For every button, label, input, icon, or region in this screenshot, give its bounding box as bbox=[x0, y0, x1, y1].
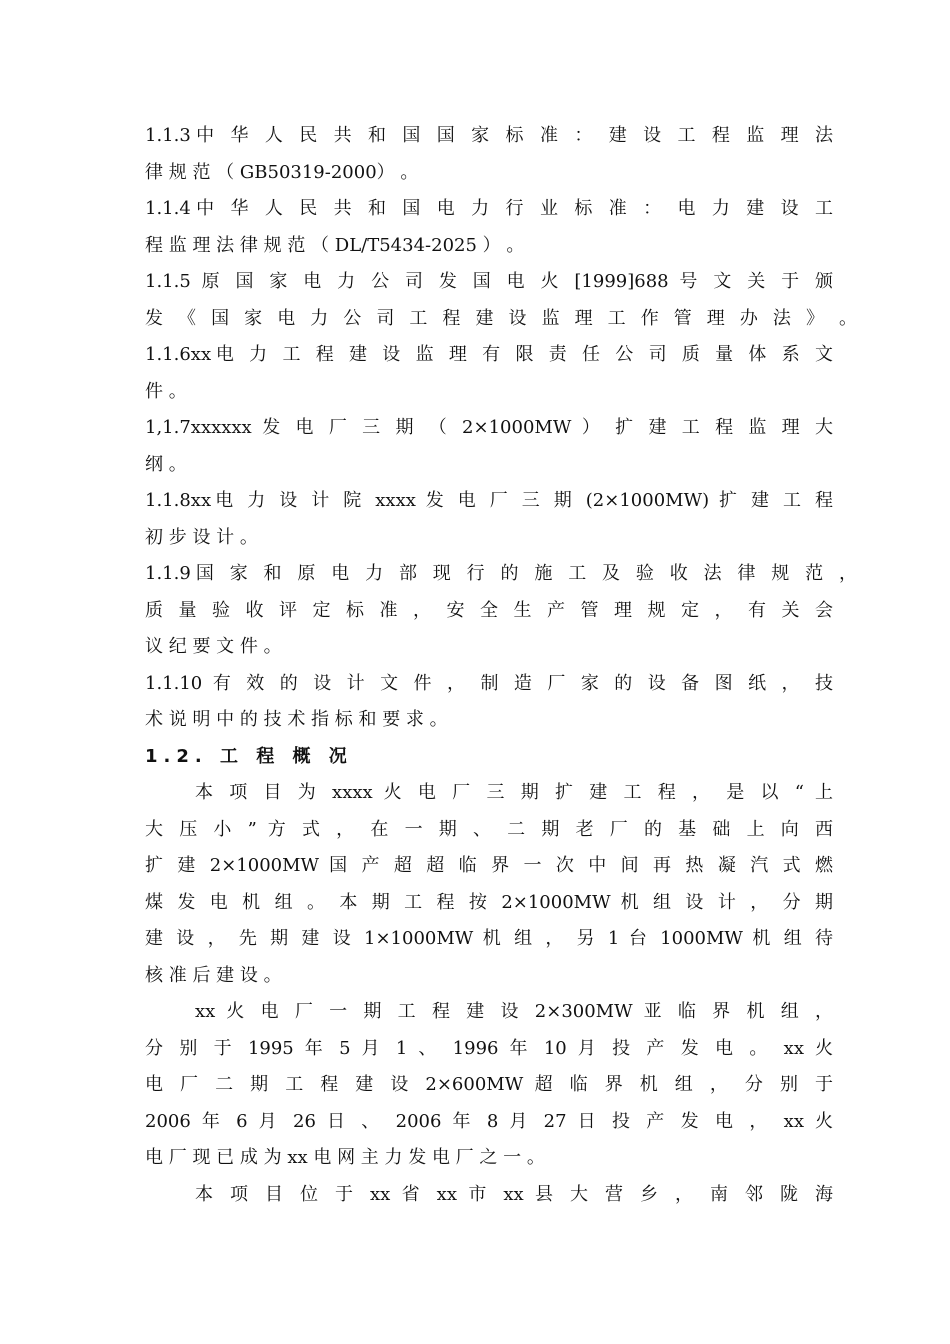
paragraph-2-line-2: 分 别 于 1995 年 5 月 1 、 1996 年 10 月 投 产 发 电 。 xx 火 bbox=[145, 1037, 833, 1059]
list-item-1-1-8-cont: 初 步 设 计 。 bbox=[145, 526, 258, 548]
list-item-1-1-9: 1.1.9国 家 和 原 电 力 部 现 行 的 施 工 及 验 收 法 律 规 范 ， bbox=[145, 563, 857, 584]
list-item-1-1-5-cont: 发 《 国 家 电 力 公 司 工 程 建 设 监 理 工 作 管 理 办 法 》 。 bbox=[145, 307, 857, 329]
section-heading: 1.2. 工 程 概 况 bbox=[145, 745, 353, 767]
list-item-1-1-5: 1.1.5 原 国 家 电 力 公 司 发 国 电 火 [1999]688 号 文 关 于 颁 bbox=[145, 271, 833, 292]
paragraph-1-line-3: 扩 建 2×1000MW 国 产 超 超 临 界 一 次 中 间 再 热 凝 汽 式 燃 bbox=[145, 855, 833, 876]
paragraph-2-line-1: xx 火 电 厂 一 期 工 程 建 设 2×300MW 亚 临 界 机 组 ， bbox=[195, 1001, 833, 1022]
paragraph-1-line-1: 本 项 目 为 xxxx 火 电 厂 三 期 扩 建 工 程 ， 是 以 “ 上 bbox=[195, 782, 833, 803]
document-body bbox=[145, 118, 857, 1213]
list-item-1-1-3: 1.1.3中 华 人 民 共 和 国 国 家 标 准 ： 建 设 工 程 监 理 法 bbox=[145, 125, 833, 146]
list-item-1-1-3-cont: 律 规 范 （ GB50319-2000） 。 bbox=[145, 161, 419, 183]
paragraph-3-line-1: 本 项 目 位 于 xx 省 xx 市 xx 县 大 营 乡 ， 南 邻 陇 海 bbox=[195, 1183, 833, 1205]
paragraph-1-line-4: 煤 发 电 机 组 。 本 期 工 程 按 2×1000MW 机 组 设 计 ， 分 期 bbox=[145, 891, 833, 913]
list-item-1-1-6: 1.1.6xx电 力 工 程 建 设 监 理 有 限 责 任 公 司 质 量 体 系 文 bbox=[145, 344, 833, 365]
paragraph-1-line-5: 建 设 ， 先 期 建 设 1×1000MW 机 组 ， 另 1 台 1000MW 机 组 待 bbox=[145, 928, 833, 949]
list-item-1-1-6-cont: 件 。 bbox=[145, 380, 187, 402]
list-item-1-1-4-cont: 程 监 理 法 律 规 范 （ DL/T5434-2025 ） 。 bbox=[145, 234, 525, 256]
list-item-1-1-9-cont: 质 量 验 收 评 定 标 准 ， 安 全 生 产 管 理 规 定 ， 有 关 会 bbox=[145, 599, 833, 621]
paragraph-1-line-6: 核 准 后 建 设 。 bbox=[145, 964, 282, 986]
list-item-1-1-10-cont: 术 说 明 中 的 技 术 指 标 和 要 求 。 bbox=[145, 709, 448, 730]
list-item-1-1-7: 1,1.7xxxxxx 发 电 厂 三 期 （ 2×1000MW ） 扩 建 工 程 监 理 大 bbox=[145, 417, 833, 438]
paragraph-1-line-2: 大 压 小 ” 方 式 ， 在 一 期 、 二 期 老 厂 的 基 础 上 向 西 bbox=[145, 818, 833, 840]
paragraph-2-line-4: 2006 年 6 月 26 日 、 2006 年 8 月 27 日 投 产 发 电 ， xx 火 bbox=[145, 1110, 833, 1132]
paragraph-2-line-5: 电 厂 现 已 成 为 xx 电 网 主 力 发 电 厂 之 一 。 bbox=[145, 1147, 545, 1168]
list-item-1-1-7-cont: 纲 。 bbox=[145, 453, 187, 475]
list-item-1-1-8: 1.1.8xx电 力 设 计 院 xxxx 发 电 厂 三 期 (2×1000MW) 扩 建 工 程 bbox=[145, 490, 833, 511]
list-item-1-1-4: 1.1.4中 华 人 民 共 和 国 电 力 行 业 标 准 ： 电 力 建 设 工 bbox=[145, 198, 833, 219]
list-item-1-1-9-cont2: 议 纪 要 文 件 。 bbox=[145, 636, 282, 657]
list-item-1-1-10: 1.1.10 有 效 的 设 计 文 件 ， 制 造 厂 家 的 设 备 图 纸 ， 技 bbox=[145, 672, 833, 694]
paragraph-2-line-3: 电 厂 二 期 工 程 建 设 2×600MW 超 临 界 机 组 ， 分 别 于 bbox=[145, 1074, 833, 1095]
